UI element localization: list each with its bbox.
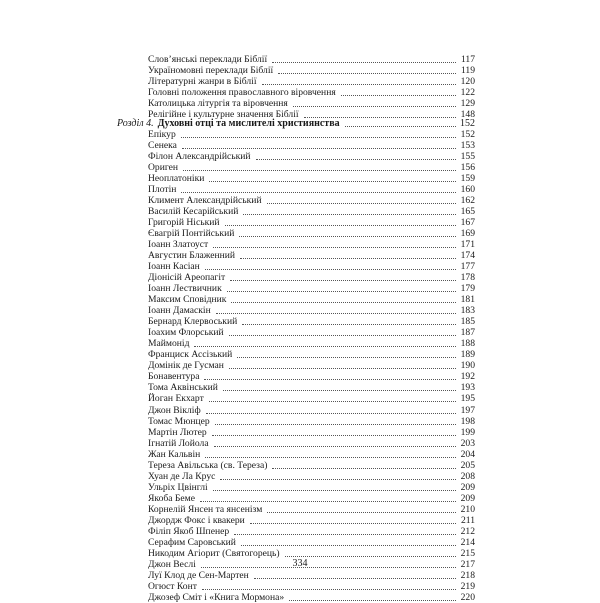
toc-entry	[148, 54, 475, 65]
toc-entry-title: Іоанн Дамаскін	[148, 305, 211, 317]
toc-page-number: 192	[460, 371, 475, 383]
toc-page-number: 188	[460, 338, 475, 350]
toc-section-row	[117, 118, 475, 129]
dot-leader	[183, 163, 456, 171]
toc-entry-title: Іоанн Лествичник	[148, 283, 222, 295]
dot-leader	[278, 66, 456, 74]
dot-leader	[213, 483, 456, 491]
toc-page-number: 162	[460, 195, 475, 207]
toc-entry-title: Климент Александрійський	[148, 195, 262, 207]
toc-page-number: 122	[460, 87, 475, 99]
toc-entry-title: Бернард Клервоський	[148, 316, 238, 328]
toc-entry	[148, 349, 475, 360]
toc-entry	[148, 239, 475, 250]
toc-entry-title: Джозеф Сміт і «Книга Мормона»	[148, 591, 285, 603]
toc-page-number: 185	[460, 316, 475, 328]
toc-entry-title: Слов’янські переклади Біблії	[148, 54, 268, 65]
toc-entry-title: Бонавентура	[148, 371, 200, 383]
toc-entry-title: Томас Мюнцер	[148, 415, 210, 427]
dot-leader	[223, 383, 456, 391]
toc-entry-title: Євагрій Понтійський	[148, 228, 235, 240]
toc-page-number: 187	[460, 327, 475, 339]
toc-entry-title: Ульріх Цвінглі	[148, 481, 208, 493]
dot-leader	[181, 130, 456, 138]
toc-page-number: 215	[460, 547, 475, 559]
dot-leader	[250, 516, 456, 524]
dot-leader	[209, 394, 456, 402]
toc-page-number: 199	[460, 426, 475, 438]
dot-leader	[239, 229, 456, 237]
dot-leader	[209, 174, 456, 182]
toc-entry-title: Якоба Беме	[148, 492, 196, 504]
toc-entry	[148, 504, 475, 515]
toc-entry	[148, 173, 475, 184]
toc-entry	[148, 382, 475, 393]
toc-entry	[148, 98, 475, 109]
toc-page-number: 177	[460, 261, 475, 273]
toc-entry	[148, 76, 475, 87]
toc-entry	[148, 283, 475, 294]
toc-entry-title: Літературні жанри в Біблії	[148, 76, 257, 88]
toc-page-number: 153	[460, 140, 475, 152]
toc-page-number: 181	[460, 294, 475, 306]
toc-page-number: 174	[460, 250, 475, 262]
toc-entry-title: Філон Александрійський	[148, 151, 251, 163]
toc-entry-title: Релігійне і культурне значення Біблії	[148, 109, 299, 121]
dot-leader	[225, 218, 456, 226]
dot-leader	[304, 110, 456, 118]
toc-page-number: 190	[460, 360, 475, 372]
toc-page-number: 156	[460, 162, 475, 174]
toc-entry	[148, 305, 475, 316]
toc-entry-title: Григорій Ніський	[148, 217, 220, 229]
dot-leader	[229, 361, 456, 369]
toc-page-number: 152	[460, 129, 475, 140]
dot-leader	[205, 262, 456, 270]
dot-leader	[206, 406, 456, 414]
toc-page-number: 148	[460, 109, 475, 121]
toc-entry-title: Неоплатоніки	[148, 173, 205, 185]
toc-entry-title: Луї Клод де Сен-Мартен	[148, 569, 249, 581]
toc-entry	[148, 537, 475, 548]
dot-leader	[272, 461, 456, 469]
toc-entry	[148, 360, 475, 371]
toc-entry	[148, 493, 475, 504]
toc-entry	[148, 261, 475, 272]
toc-entry-title: Іоанн Златоуст	[148, 239, 209, 251]
toc-page-number: 211	[460, 514, 475, 526]
dot-leader	[200, 494, 456, 502]
toc-entry	[148, 416, 475, 427]
section-title: Духовні отці та мислителі християнства	[157, 118, 340, 129]
dot-leader	[214, 439, 456, 447]
dot-leader	[241, 538, 456, 546]
dot-leader	[216, 306, 456, 314]
dot-leader	[243, 207, 456, 215]
toc-entry	[148, 272, 475, 283]
toc-entry-title: Джон Веслі	[148, 558, 196, 570]
toc-entry-title: Іоанн Касіан	[148, 261, 200, 273]
toc-entry	[148, 294, 475, 305]
toc-page-number: 155	[460, 151, 475, 163]
toc-entry	[148, 140, 475, 151]
toc-page-number: 205	[460, 459, 475, 471]
toc-entry-title: Августин Блаженний	[148, 250, 236, 262]
dot-leader	[240, 251, 456, 259]
toc-entry-title: Тереза Авільська (св. Тереза)	[148, 459, 268, 471]
toc-entry-title: Никодим Агіорит (Святогорець)	[148, 547, 280, 559]
toc-entry-title: Сенека	[148, 140, 177, 152]
toc-entry	[148, 206, 475, 217]
toc-entry-title: Корнелій Янсен та янсенізм	[148, 503, 263, 515]
toc-entry	[148, 250, 475, 261]
toc-entry-title: Філіп Якоб Шпенер	[148, 525, 230, 537]
toc-entry-title: Огюст Конт	[148, 580, 197, 592]
dot-leader	[345, 119, 456, 127]
toc-entry	[148, 327, 475, 338]
dot-leader	[215, 417, 456, 425]
toc-page-number: 209	[460, 492, 475, 504]
toc-page-number: 189	[460, 349, 475, 361]
toc-entry	[148, 151, 475, 162]
toc-entry-title: Максим Сповідник	[148, 294, 227, 306]
toc-entry-title: Діонісій Ареопагіт	[148, 272, 226, 284]
toc-page-number: 203	[460, 437, 475, 449]
toc-page-number: 152	[460, 118, 475, 129]
toc-entry-title: Мартін Лютер	[148, 426, 207, 438]
toc-page-number: 219	[460, 580, 475, 592]
toc-page-number: 217	[460, 558, 475, 570]
toc-entry	[148, 449, 475, 460]
toc-page-number: 218	[460, 569, 475, 581]
toc-entry	[148, 515, 475, 526]
toc-entry-title: Василій Кесарійський	[148, 206, 239, 218]
toc-entry	[148, 393, 475, 404]
dot-leader	[231, 295, 456, 303]
toc-page-number: 212	[460, 525, 475, 537]
toc-entry	[148, 482, 475, 493]
toc-page-number: 197	[460, 404, 475, 416]
dot-leader	[204, 372, 456, 380]
dot-leader	[254, 571, 456, 579]
toc-entry	[148, 184, 475, 195]
toc-entry-title: Джон Вікліф	[148, 404, 201, 416]
dot-leader	[202, 582, 456, 590]
toc-page-number: 160	[460, 184, 475, 196]
toc-entry-title: Хуан де Ла Крус	[148, 470, 216, 482]
toc-entry-title: Епікур	[148, 129, 176, 140]
toc-entry	[148, 438, 475, 449]
toc-page-number: 119	[460, 65, 475, 77]
toc-entry	[148, 195, 475, 206]
toc-page-number: 208	[460, 470, 475, 482]
toc-page-number: 117	[460, 54, 475, 65]
toc-page-number: 171	[460, 239, 475, 251]
toc-entry	[148, 592, 475, 603]
toc-entry	[148, 228, 475, 239]
toc-entry-title: Головні положення православного віровчення	[148, 87, 336, 99]
dot-leader	[181, 185, 456, 193]
dot-leader	[229, 328, 456, 336]
dot-leader	[205, 450, 456, 458]
dot-leader	[262, 77, 456, 85]
dot-leader	[341, 88, 456, 96]
toc-page-number: 210	[460, 503, 475, 515]
toc-entry	[148, 371, 475, 382]
toc-entry-title: Ігнатій Лойола	[148, 437, 209, 449]
toc-page-number: 120	[460, 76, 475, 88]
toc-entry	[148, 338, 475, 349]
toc-page-number: 167	[460, 217, 475, 229]
dot-leader	[237, 350, 456, 358]
toc-page-number: 178	[460, 272, 475, 284]
dot-leader	[267, 505, 456, 513]
toc-entry	[148, 581, 475, 592]
toc-page-number: 193	[460, 382, 475, 394]
toc-entry-title: Католицька літургія та віровчення	[148, 98, 288, 110]
toc-entry	[148, 570, 475, 581]
toc-entry-title: Домінік де Гусман	[148, 360, 224, 372]
dot-leader	[256, 152, 456, 160]
toc-entry	[148, 460, 475, 471]
toc-entry-title: Серафим Саровський	[148, 536, 236, 548]
dot-leader	[182, 141, 456, 149]
dot-leader	[267, 196, 456, 204]
toc-entry	[148, 526, 475, 537]
toc-page-number: 129	[460, 98, 475, 110]
dot-leader	[230, 273, 456, 281]
toc-entry	[148, 162, 475, 173]
toc-entry	[148, 65, 475, 76]
dot-leader	[213, 240, 456, 248]
dot-leader	[285, 549, 456, 557]
toc-entry-title: Маймонід	[148, 338, 190, 350]
toc-entry	[148, 471, 475, 482]
toc-entry-title: Іоахим Флорський	[148, 327, 224, 339]
toc-entry	[148, 87, 475, 98]
toc-entry	[148, 129, 475, 140]
toc-entry-title: Жан Кальвін	[148, 448, 201, 460]
dot-leader	[220, 472, 456, 480]
toc-page-number: 220	[460, 591, 475, 603]
toc-entry	[148, 427, 475, 438]
toc-entry	[148, 316, 475, 327]
toc-page-number: 214	[460, 536, 475, 548]
toc-page-number: 198	[460, 415, 475, 427]
dot-leader	[293, 99, 456, 107]
dot-leader	[242, 317, 456, 325]
dot-leader	[194, 339, 456, 347]
section-prefix: Розділ 4.	[117, 118, 154, 129]
toc-entry-title: Україномовні переклади Біблії	[148, 65, 274, 77]
dot-leader	[212, 428, 456, 436]
toc-page-number: 179	[460, 283, 475, 295]
toc-page-number: 209	[460, 481, 475, 493]
toc-entry-title: Плотін	[148, 184, 177, 196]
toc-page-number: 195	[460, 393, 475, 405]
toc-entry	[148, 405, 475, 416]
toc-page-number: 183	[460, 305, 475, 317]
toc-page-number: 169	[460, 228, 475, 240]
toc-entry-title: Йоган Екхарт	[148, 393, 204, 405]
dot-leader	[272, 55, 456, 63]
toc-entry	[148, 217, 475, 228]
dot-leader	[227, 284, 456, 292]
dot-leader	[234, 527, 456, 535]
toc-page-number: 165	[460, 206, 475, 218]
toc-entry-title: Тома Аквінський	[148, 382, 218, 394]
toc-entry-title: Джордж Фокс і квакери	[148, 514, 245, 526]
toc-entry-title: Франциск Ассізький	[148, 349, 233, 361]
toc-page-number: 159	[460, 173, 475, 185]
toc-page-number: 204	[460, 448, 475, 460]
toc-entry-title: Ориген	[148, 162, 179, 174]
page-number: 334	[292, 558, 308, 569]
